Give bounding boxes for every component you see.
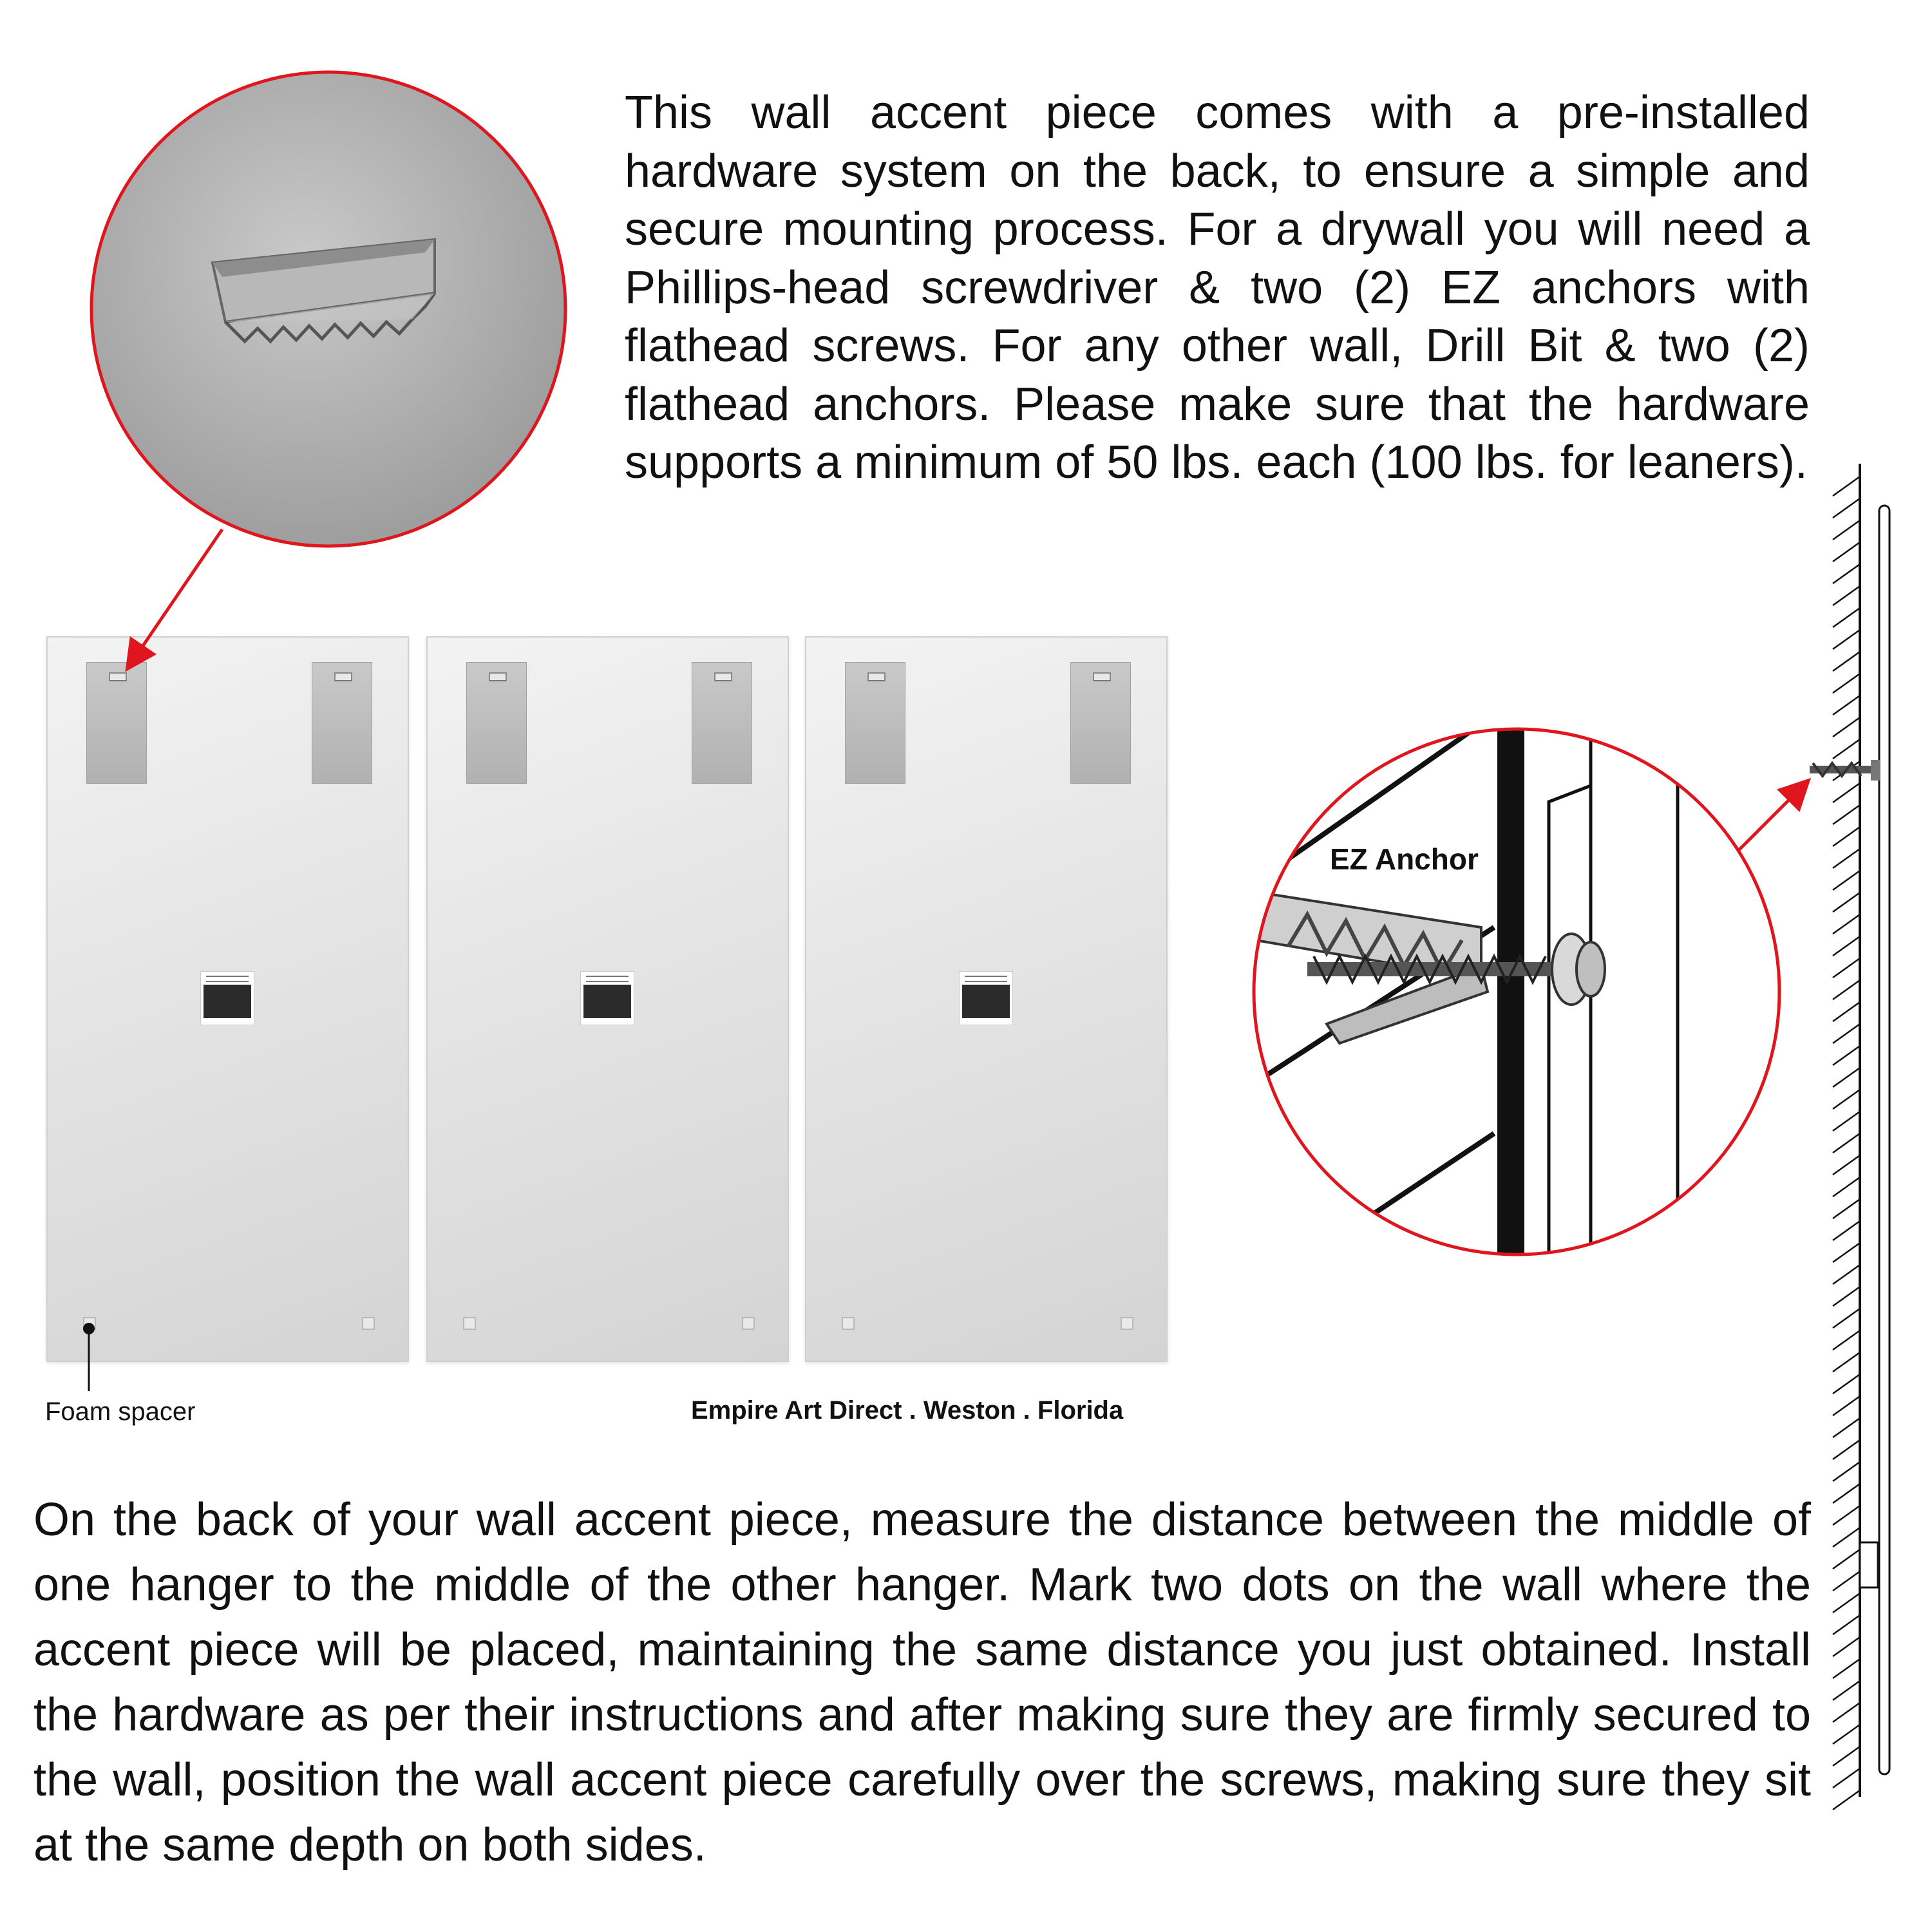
wall-hatch-mark	[1833, 1352, 1860, 1372]
wall-hatch-mark	[1833, 958, 1860, 978]
wall-hatch-mark	[1833, 1747, 1860, 1766]
wall-hatch-mark	[1833, 1462, 1860, 1481]
wall-hatch-mark	[1833, 564, 1860, 583]
wall-hatch-mark	[1833, 827, 1860, 846]
wall-hatch-mark	[1833, 936, 1860, 956]
wall-hatch-mark	[1833, 1506, 1860, 1525]
wall-hatch-mark	[1833, 696, 1860, 715]
wall-hatch-mark	[1833, 586, 1860, 605]
wall-hatch-mark	[1833, 542, 1860, 562]
foam-spacer-label: Foam spacer	[45, 1397, 196, 1426]
wall-hatch-mark	[1833, 871, 1860, 890]
wall-hatch-mark	[1833, 783, 1860, 802]
wall-hatch-mark	[1833, 1133, 1860, 1153]
wall-hatch-mark	[1833, 739, 1860, 759]
wall-hatch-mark	[1833, 1615, 1860, 1634]
wall-hatch-mark	[1833, 1790, 1860, 1810]
bottom-instructions: On the back of your wall accent piece, measure the distance between the middle of one hanger to the middle of the other hanger. Mark two dots on the wall where the accent piece will be placed, maintaining the same distance you just obtained. Install the hardware as per their instructions and after making sure they are firmly secured to the wall, position the wall accent piece carefully over the screws, making sure they sit at the same depth on both sides.	[33, 1494, 1811, 1871]
wall-hatch-mark	[1833, 1024, 1860, 1043]
wall-hatch-mark	[1833, 674, 1860, 693]
hanger-zoom-callout	[91, 72, 565, 667]
wall-hatch-mark	[1833, 1593, 1860, 1613]
wall-hatch-mark	[1833, 1374, 1860, 1394]
wall-hatch-mark	[1833, 1418, 1860, 1437]
wall-hatch-mark	[1833, 1155, 1860, 1175]
wall-hatch-mark	[1833, 498, 1860, 518]
wall-hatch-mark	[1833, 1528, 1860, 1547]
wall-hatch-mark	[1833, 914, 1860, 934]
wall-hatch-mark	[1833, 608, 1860, 627]
wall-hatch-mark	[1833, 630, 1860, 649]
wall-hatch-mark	[1833, 980, 1860, 999]
screw-side-icon	[1810, 760, 1880, 781]
wall-hatch-mark	[1833, 652, 1860, 671]
wall-hatch-mark	[1833, 717, 1860, 737]
wall-hatch-mark	[1833, 1571, 1860, 1591]
ez-anchor-zoom-callout	[1236, 708, 1779, 1275]
wall-hatch-mark	[1833, 1221, 1860, 1240]
wall-hatch-mark	[1833, 1725, 1860, 1744]
wall-hatch-mark	[1833, 1703, 1860, 1722]
ez-anchor-label: EZ Anchor	[1330, 842, 1479, 876]
wall-hatch-mark	[1833, 1265, 1860, 1284]
wall-hatch-mark	[1833, 1002, 1860, 1021]
wall-hatch-mark	[1833, 1309, 1860, 1328]
wall-hatch-mark	[1833, 1090, 1860, 1109]
wall-hatch-mark	[1833, 1549, 1860, 1569]
wall-hatch-mark	[1833, 1768, 1860, 1788]
wall-hatch-mark	[1833, 893, 1860, 912]
wall-hatch-mark	[1833, 1177, 1860, 1197]
wall-hatch-mark	[1833, 1199, 1860, 1218]
wall-hatch-mark	[1833, 849, 1860, 868]
wall-hatch-mark	[1833, 1659, 1860, 1678]
wall-hatch-mark	[1833, 1440, 1860, 1459]
wall-hatch-mark	[1833, 477, 1860, 496]
wall-hatch-mark	[1833, 1681, 1860, 1700]
wall-hatch-mark	[1833, 1637, 1860, 1656]
wall-hatch-mark	[1833, 1287, 1860, 1306]
wall-hatch-mark	[1833, 1396, 1860, 1416]
wall-hatch-mark	[1833, 1331, 1860, 1350]
wall-hatch-mark	[1833, 1243, 1860, 1262]
wall-hatch-mark	[1833, 520, 1860, 540]
wall-hatch-mark	[1833, 1484, 1860, 1503]
brand-footer: Empire Art Direct . Weston . Florida	[691, 1396, 1124, 1425]
wall-hatch-mark	[1833, 1046, 1860, 1065]
top-instructions: This wall accent piece comes with a pre-installed hardware system on the back, to ensure a simple and secure mounting process. For a drywall you will need a Phillips-head screwdriver & two (2) EZ anchors with flathead screws. For any other wall, Drill Bit & two (2) flathead anchors. Please make sure that the hardware supports a minimum of 50 lbs. each (100 lbs. for leaners).	[625, 87, 1810, 488]
wall-hatch-mark	[1833, 1068, 1860, 1087]
wall-hatch-mark	[1833, 1112, 1860, 1131]
foam-spacer-leader	[83, 1323, 95, 1391]
wall-hatch-mark	[1833, 805, 1860, 824]
